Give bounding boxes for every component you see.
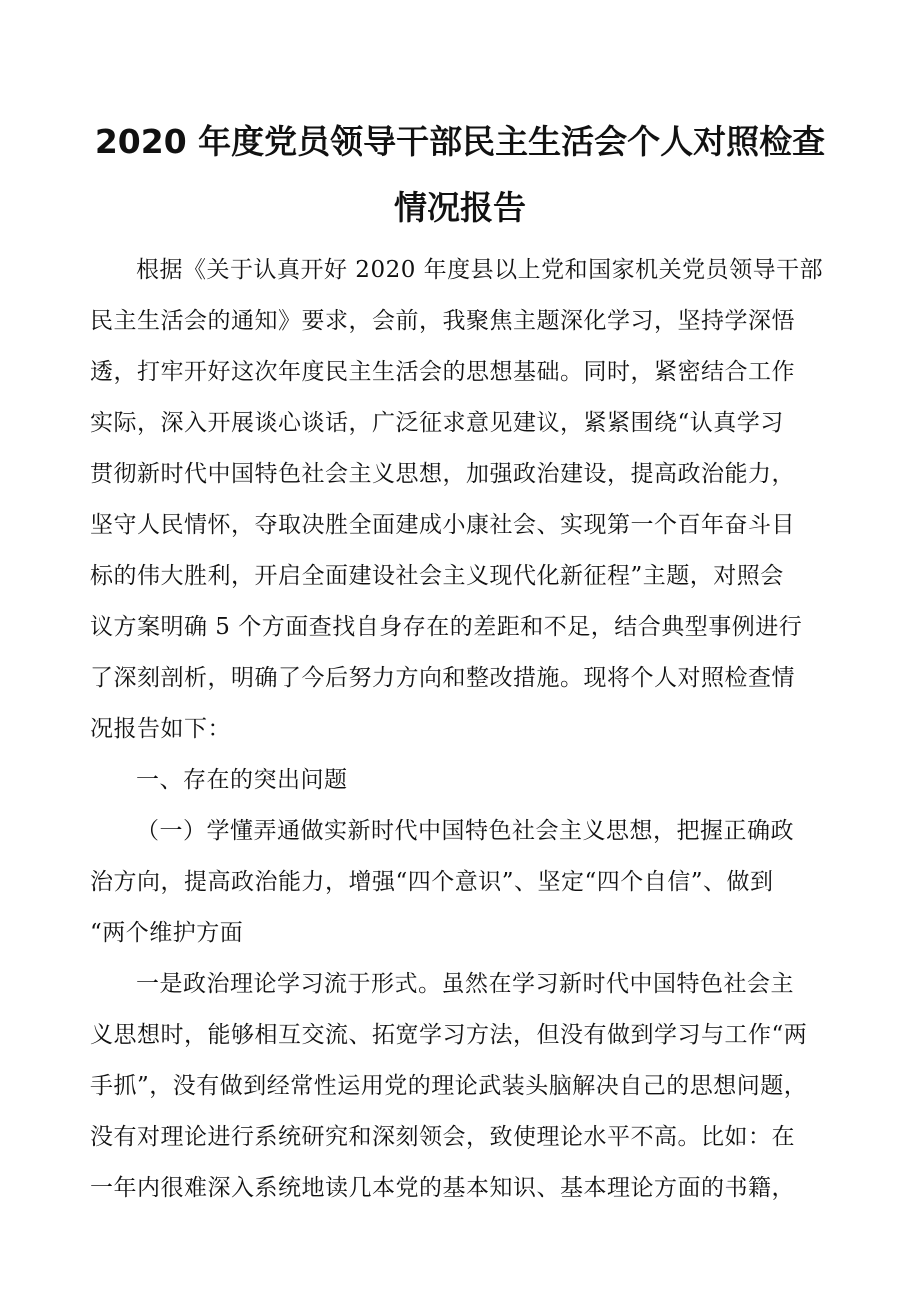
body-line: 况报告如下： <box>90 716 231 742</box>
subsection-heading-line: 治方向，提高政治能力，增强“四个意识”、坚定“四个自信”、做到 <box>90 869 774 895</box>
section-heading: 一、存在的突出问题 <box>136 767 348 793</box>
body-line: 民主生活会的通知》要求，会前，我聚焦主题深化学习，坚持学深悟 <box>90 308 795 334</box>
body-line: 贯彻新时代中国特色社会主义思想，加强政治建设，提高政治能力， <box>90 461 795 487</box>
body-line: 义思想时，能够相互交流、拓宽学习方法，但没有做到学习与工作“两 <box>90 1022 808 1048</box>
subsection-heading-line: “两个维护方面 <box>90 920 244 946</box>
body-line: 一是政治理论学习流于形式。虽然在学习新时代中国特色社会主 <box>136 971 794 997</box>
document-body <box>90 245 830 1214</box>
body-line: 透，打牢开好这次年度民主生活会的思想基础。同时，紧密结合工作 <box>90 359 795 385</box>
body-line: 议方案明确 5 个方面查找自身存在的差距和不足，结合典型事例进行 <box>90 614 803 640</box>
body-line: 手抓”，没有做到经常性运用党的理论武装头脑解决自己的思想问题， <box>90 1073 808 1099</box>
body-line: 没有对理论进行系统研究和深刻领会，致使理论水平不高。比如：在 <box>90 1124 795 1150</box>
document-title-line-1: 2020 年度党员领导干部民主生活会个人对照检查 <box>94 122 826 161</box>
body-line: 了深刻剖析，明确了今后努力方向和整改措施。现将个人对照检查情 <box>90 665 795 691</box>
subsection-heading: （一）学懂弄通做实新时代中国特色社会主义思想，把握正确政 <box>136 818 794 844</box>
body-line: 实际，深入开展谈心谈话，广泛征求意见建议，紧紧围绕“认真学习 <box>90 410 784 436</box>
body-line: 一年内很难深入系统地读几本党的基本知识、基本理论方面的书籍， <box>90 1175 795 1201</box>
document-title-line-2: 情况报告 <box>394 188 526 227</box>
body-line: 坚守人民情怀，夺取决胜全面建成小康社会、实现第一个百年奋斗目 <box>90 512 795 538</box>
body-line: 根据《关于认真开好 2020 年度县以上党和国家机关党员领导干部 <box>136 257 824 283</box>
body-line: 标的伟大胜利，开启全面建设社会主义现代化新征程”主题，对照会 <box>90 563 784 589</box>
